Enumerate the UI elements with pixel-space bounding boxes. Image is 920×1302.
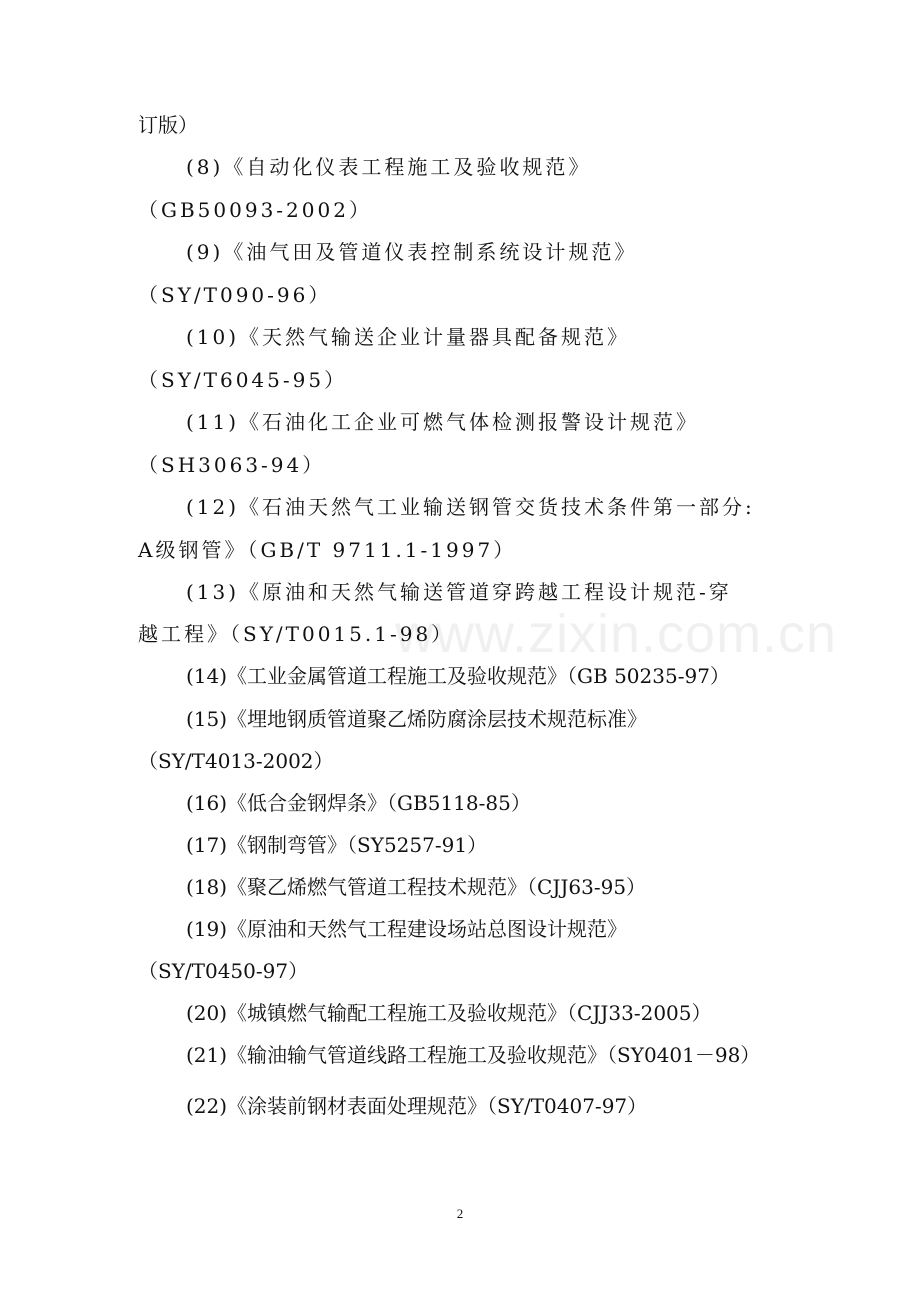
standard-item-10: (10)《天然气输送企业计量器具配备规范》: [186, 325, 631, 349]
standard-item-17: (17)《钢制弯管》（SY5257-91）: [186, 833, 488, 857]
standard-item-20: (20)《城镇燃气输配工程施工及验收规范》（CJJ33-2005）: [186, 1001, 712, 1025]
standard-code-19: （SY/T0450-97）: [138, 959, 309, 983]
standard-item-12: (12)《石油天然气工业输送钢管交货技术条件第一部分:: [186, 495, 755, 519]
standard-code-15: （SY/T4013-2002）: [138, 749, 334, 773]
standard-item-15: (15)《埋地钢质管道聚乙烯防腐涂层技术规范标准》: [186, 707, 648, 731]
page-number: 2: [456, 1206, 464, 1221]
standard-code-8: （GB50093-2002）: [138, 198, 372, 222]
standard-item-14: (14)《工业金属管道工程施工及验收规范》（GB 50235-97）: [186, 664, 730, 688]
text-line: 订版）: [138, 113, 198, 137]
standard-item-8: (8)《自动化仪表工程施工及验收规范》: [186, 155, 592, 179]
standard-item-11: (11)《石油化工企业可燃气体检测报警设计规范》: [186, 410, 700, 434]
standard-item-16: (16)《低合金钢焊条》（GB5118-85）: [186, 791, 531, 815]
standard-item-12-cont: A级钢管》（GB/T 9711.1-1997）: [138, 538, 517, 562]
standard-item-22: (22)《涂装前钢材表面处理规范》（SY/T0407-97）: [186, 1094, 648, 1118]
standard-item-18: (18)《聚乙烯燃气管道工程技术规范》（CJJ63-95）: [186, 875, 647, 899]
watermark: www.zixin.com.cn: [395, 604, 838, 664]
standard-code-9: （SY/T090-96）: [138, 283, 332, 307]
standard-item-13-cont: 越工程》（SY/T0015.1-98）: [138, 622, 455, 646]
standard-item-19: (19)《原油和天然气工程建设场站总图设计规范》: [186, 917, 628, 941]
standard-item-21: (21)《输油输气管道线路工程施工及验收规范》（SY0401－98）: [186, 1043, 761, 1067]
standard-item-9: (9)《油气田及管道仪表控制系统设计规范》: [186, 240, 638, 264]
standard-code-11: （SH3063-94）: [138, 453, 326, 477]
standard-code-10: （SY/T6045-95）: [138, 368, 348, 392]
standard-item-13: (13)《原油和天然气输送管道穿跨越工程设计规范-穿: [186, 580, 732, 604]
